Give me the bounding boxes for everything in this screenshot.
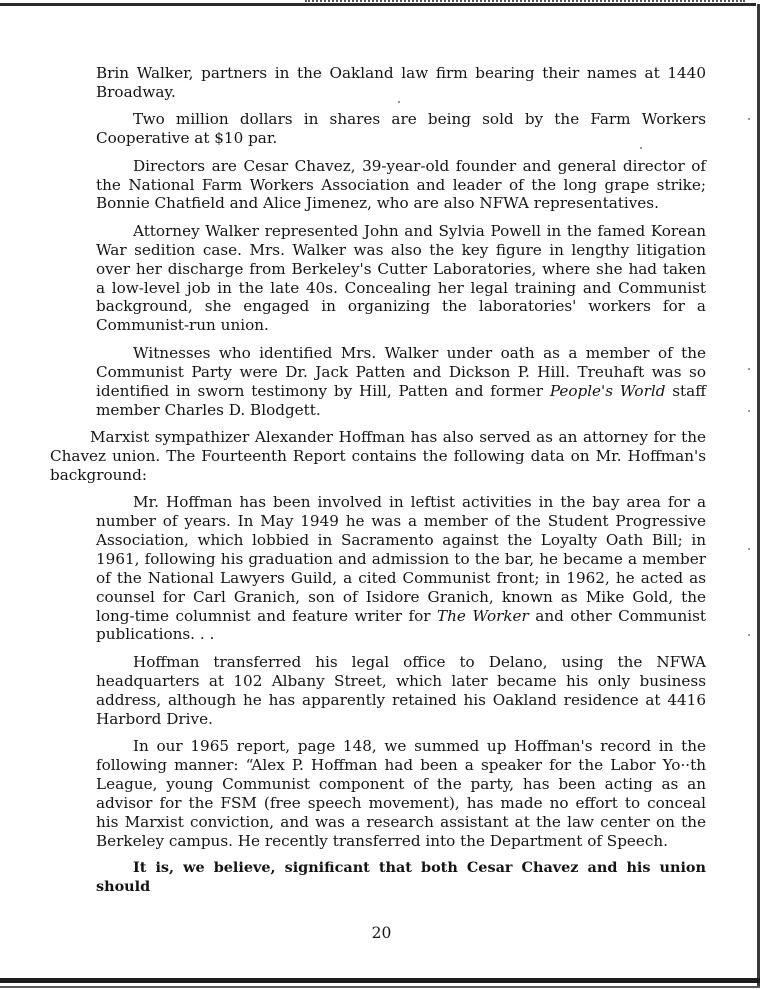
page-body (0, 64, 763, 905)
paragraph: Attorney Walker represented John and Sylvia Powell in the famed Korean War sedition case. Mrs. Walker was also the key figure in lengthy litigation over her discharge from Berkeley's Cutter Laboratories, where she had taken a low-level job in the late 40s. Concealing her legal training and Communist background, she engaged in organizing the laboratories' workers for a Communist-run union. (96, 221, 706, 335)
quoted-block-hoffman (96, 493, 706, 897)
quoted-block-walker (96, 64, 706, 419)
paragraph (96, 344, 706, 420)
paragraph-text: Witnesses who identified Mrs. Walker under oath as a member of the Communist Party were Dr. Jack Patten and Dickson P. Hill. Treuhaft was so identified in sworn testimony by Hill, Patten and former (96, 343, 706, 400)
bottom-border-rule (0, 978, 760, 983)
body-text (50, 428, 706, 485)
paragraph: Brin Walker, partners in the Oakland law firm bearing their names at 1440 Broadway. (96, 64, 706, 101)
paragraph: Two million dollars in shares are being sold by the Farm Workers Cooperative at $10 par. (96, 110, 706, 148)
paragraph: Marxist sympathizer Alexander Hoffman has also served as an attorney for the Chavez union. The Fourteenth Report contains the following data on Mr. Hoffman's background: (50, 427, 706, 484)
publication-title: People's World (549, 381, 666, 400)
paragraph: Hoffman transferred his legal office to Delano, using the NFWA headquarters at 102 Albany Street, which later became his only business address, although he has apparently retained his Oakland residence at 4416 Harbord Drive. (96, 652, 706, 728)
paragraph-text: and other Communist publications. . . (96, 606, 706, 644)
paragraph: It is, we believe, significant that both Cesar Chavez and his union should (96, 858, 706, 895)
paragraph-text: staff member Charles D. Blodgett. (96, 381, 707, 419)
paragraph: Directors are Cesar Chavez, 39-year-old founder and general director of the National Farm Workers Association and leader of the long grape strike; Bonnie Chatfield and Alice Jimenez, who are also NFWA representatives. (96, 156, 706, 213)
bottom-border-rule-thin (0, 986, 760, 988)
paragraph: In our 1965 report, page 148, we summed up Hoffman's record in the following manner: “Alex P. Hoffman had been a speaker for the Labor Yo··th League, young Communist component of the party, has been acting as an advisor for the FSM (free speech movement), has made no effort to conceal his Marxist conviction, and was a research assistant at the law center on the Berkeley campus. He recently transferred into the Department of Speech. (96, 737, 706, 850)
paragraph (96, 493, 706, 644)
paragraph-text: Mr. Hoffman has been involved in leftist activities in the bay area for a number of years. In May 1949 he was a member of the Student Progressive Association, which lobbied in Sacramento against the Loyalty Oath Bill; in 1961, following his graduation and admission to the bar, he became a member of the National Lawyers Guild, a cited Communist front; in 1962, he acted as counsel for Carl Granich, son of Isidore Granich, known as Mike Gold, the long-time columnist and feature writer for (96, 493, 706, 625)
page-number: 20 (371, 924, 392, 942)
publication-title: The Worker (436, 606, 529, 625)
top-border-rule (0, 3, 756, 6)
